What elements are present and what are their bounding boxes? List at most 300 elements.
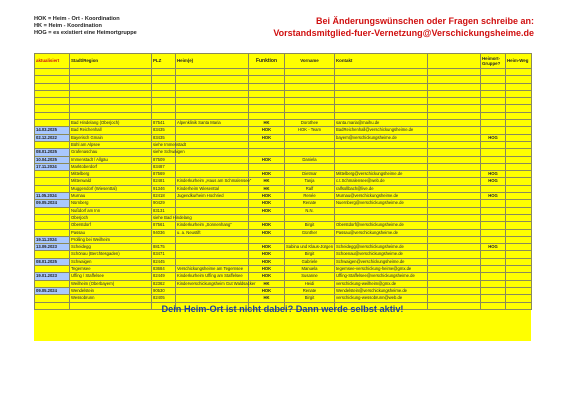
- table-cell: Grafenaschau: [70, 149, 152, 156]
- table-cell: Oberstdorf: [70, 222, 152, 229]
- table-cell[interactable]: BadReichenhall@verschickungsheime.de: [335, 127, 428, 134]
- table-row: [35, 244, 532, 251]
- table-cell: [249, 112, 285, 119]
- table-cell[interactable]: Nuernberg@verschickungsheime.de: [335, 200, 428, 207]
- table-cell: HK: [249, 185, 285, 192]
- table-cell: [428, 134, 481, 141]
- table-cell: 11.05.2024: [35, 193, 70, 200]
- table-cell: [428, 280, 481, 287]
- col-header-stadt: Stadt/Region: [70, 54, 152, 69]
- table-cell: 19.11.2024: [35, 236, 70, 243]
- table-cell: HOK: [249, 266, 285, 273]
- table-cell[interactable]: Schwaigen@verschickungsheime.de: [335, 258, 428, 265]
- table-row: [35, 98, 532, 105]
- table-row: [35, 207, 532, 214]
- table-cell: [285, 134, 335, 141]
- table-cell: Nürnberg: [70, 200, 152, 207]
- table-cell: HOK: [249, 127, 285, 134]
- table-cell: Tanja: [285, 178, 335, 185]
- table-cell: [481, 120, 506, 127]
- table-row: [35, 236, 532, 243]
- table-cell: Bühl am Alpsee: [70, 141, 152, 148]
- table-cell: [428, 156, 481, 163]
- contact-notice: [273, 16, 534, 39]
- table-cell: [481, 112, 506, 119]
- table-cell: [70, 90, 152, 97]
- table-cell: [481, 141, 506, 148]
- table-cell: [176, 112, 249, 119]
- table-cell: [152, 76, 176, 83]
- table-cell: [428, 105, 481, 112]
- table-cell: [176, 171, 249, 178]
- legend-hog: HOG = es existiert eine Heimortgruppe: [34, 29, 137, 36]
- table-row: [35, 134, 532, 141]
- table-cell: [249, 141, 285, 148]
- table-cell: 90429: [152, 200, 176, 207]
- table-cell: [506, 214, 532, 221]
- table-cell: 83487: [152, 163, 176, 170]
- table-cell: Daniela: [285, 156, 335, 163]
- table-cell: [335, 141, 428, 148]
- legend: [34, 16, 137, 37]
- table-cell: [35, 105, 70, 112]
- table-row: [35, 171, 532, 178]
- table-cell: Wendelstein: [70, 287, 152, 294]
- table-cell: Dietmar: [285, 171, 335, 178]
- table-row: [35, 193, 532, 200]
- table-cell: [176, 287, 249, 294]
- table-cell: [506, 127, 532, 134]
- table-cell: Scheidegg: [70, 244, 152, 251]
- table-cell: [152, 112, 176, 119]
- table-cell: [285, 141, 335, 148]
- table-cell: Wessobrunn: [70, 295, 152, 302]
- table-cell: Birgit: [285, 251, 335, 258]
- table-cell: [506, 90, 532, 97]
- table-cell: [428, 163, 481, 170]
- table-cell: [481, 295, 506, 302]
- table-cell: [335, 76, 428, 83]
- table-cell: [70, 98, 152, 105]
- col-header-heim-weg: Heim-Weg: [506, 54, 532, 69]
- col-header-heime: Heim(e): [176, 54, 249, 69]
- table-cell: [335, 214, 428, 221]
- table-row: [35, 266, 532, 273]
- table-cell: 09.05.2024: [35, 200, 70, 207]
- table-cell: Susanne: [285, 273, 335, 280]
- col-header-kontakt: Kontakt: [335, 54, 428, 69]
- table-cell: 08.01.2025: [35, 258, 70, 265]
- table-cell: HK: [249, 120, 285, 127]
- table-cell: [249, 76, 285, 83]
- table-cell: HOK: [249, 222, 285, 229]
- table-row: [35, 163, 532, 170]
- table-cell: [335, 149, 428, 156]
- table-cell[interactable]: Mittelberg@verschickungsheime.de: [335, 171, 428, 178]
- table-cell: [506, 83, 532, 90]
- table-cell: [428, 258, 481, 265]
- table-cell: [481, 105, 506, 112]
- table-cell: Birgit: [285, 222, 335, 229]
- table-cell: [428, 214, 481, 221]
- table-cell: 91346: [152, 185, 176, 192]
- table-row: [35, 112, 532, 119]
- table-cell: [152, 83, 176, 90]
- table-cell: [428, 90, 481, 97]
- table-cell: 87541: [152, 120, 176, 127]
- table-cell[interactable]: c.t.Schmalensee@web.de: [335, 178, 428, 185]
- table-cell: [506, 120, 532, 127]
- table-cell: [176, 295, 249, 302]
- table-cell: [506, 149, 532, 156]
- table-cell: [35, 229, 70, 236]
- table-row: [35, 69, 532, 76]
- table-cell: [35, 141, 70, 148]
- table-cell: Kinderverschickungsheim Gut Waldsacker: [177, 280, 256, 286]
- heimort-sheet: [34, 53, 531, 341]
- table-cell: [428, 98, 481, 105]
- table-cell: [335, 156, 428, 163]
- table-cell: 82362: [152, 280, 176, 287]
- table-cell: [481, 229, 506, 236]
- table-cell: Jugendkurheim Hochried: [176, 193, 249, 200]
- table-cell: [335, 112, 428, 119]
- table-cell: [35, 185, 70, 192]
- table-cell[interactable]: Oberstdorf@verschickungsheime.de: [335, 222, 428, 229]
- table-row: [35, 273, 532, 280]
- table-cell: [481, 185, 506, 192]
- table-cell: [249, 83, 285, 90]
- table-row: [35, 178, 532, 185]
- col-header-plz: PLZ: [152, 54, 176, 69]
- table-cell: Oberjoch: [70, 214, 152, 221]
- table-cell: HOK: [249, 193, 285, 200]
- table-cell: [481, 287, 506, 294]
- table-cell: [249, 236, 285, 243]
- table-cell: 82449: [152, 273, 176, 280]
- table-cell: [35, 280, 70, 287]
- table-cell: Passau: [70, 229, 152, 236]
- table-cell: [249, 69, 285, 76]
- table-cell: [285, 69, 335, 76]
- table-cell: 13.09.2023: [35, 244, 70, 251]
- table-cell: Kinderkurheim „Sonnenhang“: [176, 222, 249, 229]
- table-cell: [35, 83, 70, 90]
- table-cell: [35, 171, 70, 178]
- table-cell: HOK: [249, 287, 285, 294]
- table-cell: [481, 200, 506, 207]
- table-cell: HOK: [249, 244, 285, 251]
- table-cell: [506, 244, 532, 251]
- table-row: [35, 83, 532, 90]
- table-cell: [335, 163, 428, 170]
- table-cell: [176, 141, 249, 148]
- table-cell: 82481: [152, 178, 176, 185]
- table-cell: HOK: [249, 273, 285, 280]
- table-cell: [285, 76, 335, 83]
- table-cell: [35, 207, 70, 214]
- table-cell: [249, 163, 285, 170]
- table-cell: [249, 105, 285, 112]
- table-cell: [285, 83, 335, 90]
- table-row: [35, 251, 532, 258]
- table-row: [35, 90, 532, 97]
- table-cell: [285, 236, 335, 243]
- table-cell: Gabriele: [285, 258, 335, 265]
- table-cell: [481, 236, 506, 243]
- table-cell: [428, 266, 481, 273]
- table-cell: [152, 90, 176, 97]
- table-cell: [428, 295, 481, 302]
- table-cell: HOK: [249, 229, 285, 236]
- table-cell: [335, 90, 428, 97]
- table-cell: [176, 76, 249, 83]
- table-cell: [428, 127, 481, 134]
- table-cell[interactable]: Wendelstein@verschickungsheime.de: [335, 287, 428, 294]
- table-cell: [176, 105, 249, 112]
- table-cell: Murnau: [70, 193, 152, 200]
- table-cell: [481, 207, 506, 214]
- table-cell: 83435: [152, 127, 176, 134]
- table-row: [35, 141, 532, 148]
- table-cell: [35, 98, 70, 105]
- table-row: [35, 295, 532, 302]
- table-cell: [506, 178, 532, 185]
- table-cell: HOK: [249, 258, 285, 265]
- table-cell: [506, 266, 532, 273]
- table-cell: [176, 127, 249, 134]
- table-row: [35, 280, 532, 287]
- table-cell: 87569: [152, 171, 176, 178]
- table-cell: [176, 236, 249, 243]
- table-cell: Weilheim (Oberbayern): [70, 280, 152, 287]
- table-cell: [335, 69, 428, 76]
- table-cell: [481, 163, 506, 170]
- table-cell[interactable]: tegernsee-verschickung-heime@gmx.de: [335, 266, 428, 273]
- table-cell: Manuela: [285, 266, 335, 273]
- table-cell: [335, 98, 428, 105]
- table-cell: [481, 76, 506, 83]
- table-cell[interactable]: bayern@verschickungsheime.de: [335, 134, 428, 141]
- table-cell: [35, 251, 70, 258]
- table-cell: 88175: [152, 244, 176, 251]
- table-cell: Schwaigen: [70, 258, 152, 265]
- table-cell: [176, 149, 249, 156]
- table-cell: [428, 69, 481, 76]
- table-cell: [152, 69, 176, 76]
- table-cell: [335, 105, 428, 112]
- col-header-aktualisiert: aktualisiert: [35, 54, 70, 69]
- col-header-empty: [428, 54, 481, 69]
- table-cell: [481, 149, 506, 156]
- table-cell: 82445: [152, 258, 176, 265]
- table-cell: 82405: [152, 295, 176, 302]
- table-cell: [506, 156, 532, 163]
- table-cell: HOK: [249, 200, 285, 207]
- table-cell[interactable]: Murnau@verschickungsheime.de: [335, 193, 428, 200]
- table-cell: [176, 98, 249, 105]
- table-cell: HOG: [481, 193, 506, 200]
- table-cell: 02.12.2022: [35, 134, 70, 141]
- table-row: [35, 214, 532, 221]
- table-cell: [35, 76, 70, 83]
- table-cell: [481, 127, 506, 134]
- table-cell: [35, 295, 70, 302]
- table-cell: 83435: [152, 134, 176, 141]
- table-cell: [506, 105, 532, 112]
- table-cell: [506, 76, 532, 83]
- table-cell: Mittenwald: [70, 178, 152, 185]
- table-cell: [481, 90, 506, 97]
- table-cell: [481, 251, 506, 258]
- table-cell: [249, 90, 285, 97]
- table-cell: [428, 200, 481, 207]
- table-cell: Schönau (Berchtesgaden): [70, 251, 152, 258]
- table-cell: [428, 171, 481, 178]
- table-cell: [70, 83, 152, 90]
- table-cell: [285, 149, 335, 156]
- table-cell: [506, 200, 532, 207]
- table-cell: Ralf: [285, 185, 335, 192]
- table-row: [35, 287, 532, 294]
- table-row: [35, 229, 532, 236]
- table-cell: [506, 134, 532, 141]
- table-cell: [428, 193, 481, 200]
- table-cell: [506, 280, 532, 287]
- table-cell: [176, 90, 249, 97]
- table-cell: Renée: [285, 193, 335, 200]
- table-cell[interactable]: Schoenau@verschickungsheime.de: [335, 251, 428, 258]
- table-cell: [506, 273, 532, 280]
- table-cell[interactable]: Passau@verschickungsheime.de: [335, 229, 428, 236]
- table-cell: [152, 98, 176, 105]
- table-cell: [506, 258, 532, 265]
- table-cell: [35, 112, 70, 119]
- table-cell: [428, 222, 481, 229]
- table-cell: Renate: [285, 200, 335, 207]
- table-cell: [506, 193, 532, 200]
- table-row: [35, 120, 532, 127]
- table-cell: [428, 236, 481, 243]
- table-cell: [428, 287, 481, 294]
- table-cell: [506, 171, 532, 178]
- table-cell: [249, 149, 285, 156]
- table-cell[interactable]: ralfsollbach@live.de: [335, 185, 428, 192]
- table-cell[interactable]: verschickung-wessobrunn@web.de: [335, 295, 428, 302]
- table-cell: HOK: [249, 251, 285, 258]
- table-row: [35, 258, 532, 265]
- table-cell: [70, 69, 152, 76]
- table-cell: [481, 273, 506, 280]
- table-cell: [481, 222, 506, 229]
- table-cell: [506, 207, 532, 214]
- table-row: [35, 200, 532, 207]
- table-cell: [428, 76, 481, 83]
- table-cell: [428, 120, 481, 127]
- table-row: [35, 76, 532, 83]
- table-cell: Tegernsee: [70, 266, 152, 273]
- table-cell: HOG: [481, 178, 506, 185]
- table-cell: HOK: [249, 207, 285, 214]
- table-cell: N.N.: [285, 207, 335, 214]
- table-cell: [335, 83, 428, 90]
- table-cell: [152, 105, 176, 112]
- table-cell: [481, 98, 506, 105]
- table-cell: [506, 98, 532, 105]
- col-header-funktion: Funktion: [249, 54, 285, 69]
- table-cell: [428, 178, 481, 185]
- table-cell: [481, 156, 506, 163]
- table-cell: 14.03.2025: [35, 127, 70, 134]
- table-cell: [152, 236, 176, 243]
- table-cell: 90530: [152, 287, 176, 294]
- table-cell: Alpenklinik Santa Maria: [176, 120, 249, 127]
- table-cell: [481, 266, 506, 273]
- table-cell: [35, 214, 70, 221]
- table-cell: Marktoberdorf: [70, 163, 152, 170]
- table-cell: [285, 112, 335, 119]
- table-cell: Sabina und Klaus-Jürgen: [286, 244, 334, 250]
- table-cell: HOG: [481, 244, 506, 251]
- table-cell: [35, 90, 70, 97]
- table-cell: [176, 244, 249, 251]
- table-cell: HK: [249, 178, 285, 185]
- table-cell: [506, 251, 532, 258]
- table-row: [35, 185, 532, 192]
- table-cell: Muggendorf (Wiesenttal): [70, 185, 152, 192]
- table-cell: [481, 69, 506, 76]
- table-cell: [35, 222, 70, 229]
- notice-email[interactable]: Vorstandsmitglied-fuer-Vernetzung@Verschickungsheime.de: [273, 27, 534, 38]
- table-cell: Heidi: [285, 280, 335, 287]
- table-cell: [35, 120, 70, 127]
- table-cell: Prolling bei Weilheim: [70, 236, 152, 243]
- table-cell: [176, 83, 249, 90]
- table-cell: siehe Bad Hindelang: [153, 214, 192, 220]
- table-cell: [176, 200, 249, 207]
- table-cell[interactable]: santa.maria@maihu.de: [335, 120, 428, 127]
- table-cell: 83131: [152, 207, 176, 214]
- table-cell: [506, 163, 532, 170]
- table-cell: [285, 90, 335, 97]
- table-cell: 87561: [152, 222, 176, 229]
- table-cell[interactable]: verschickung-weilheim@gmx.de: [335, 280, 428, 287]
- table-row: [35, 105, 532, 112]
- table-cell: siehe Immenstadt: [153, 141, 187, 147]
- table-cell: 82418: [152, 193, 176, 200]
- table-cell: HOK: [249, 156, 285, 163]
- col-header-vorname: Vorname: [285, 54, 335, 69]
- table-cell: [506, 229, 532, 236]
- table-cell: [285, 105, 335, 112]
- table-cell: [428, 185, 481, 192]
- table-cell: Uffing / Staffelsee: [70, 273, 152, 280]
- table-cell: [506, 236, 532, 243]
- table-cell: [428, 273, 481, 280]
- table-cell: u. a. Neustift: [176, 229, 249, 236]
- table-cell: [176, 258, 249, 265]
- table-cell: 83684: [152, 266, 176, 273]
- table-cell: [506, 295, 532, 302]
- table-cell: [481, 83, 506, 90]
- table-cell: [35, 266, 70, 273]
- table-cell[interactable]: Scheidegg@verschickungsheime.de: [335, 244, 428, 251]
- table-cell: 09.05.2024: [35, 287, 70, 294]
- col-header-heimort-gruppe: Heimort-Gruppe?: [481, 54, 506, 69]
- table-cell: [481, 258, 506, 265]
- table-cell[interactable]: Uffing-Staffelsee@verschickungsheime.de: [335, 273, 428, 280]
- table-cell: [428, 149, 481, 156]
